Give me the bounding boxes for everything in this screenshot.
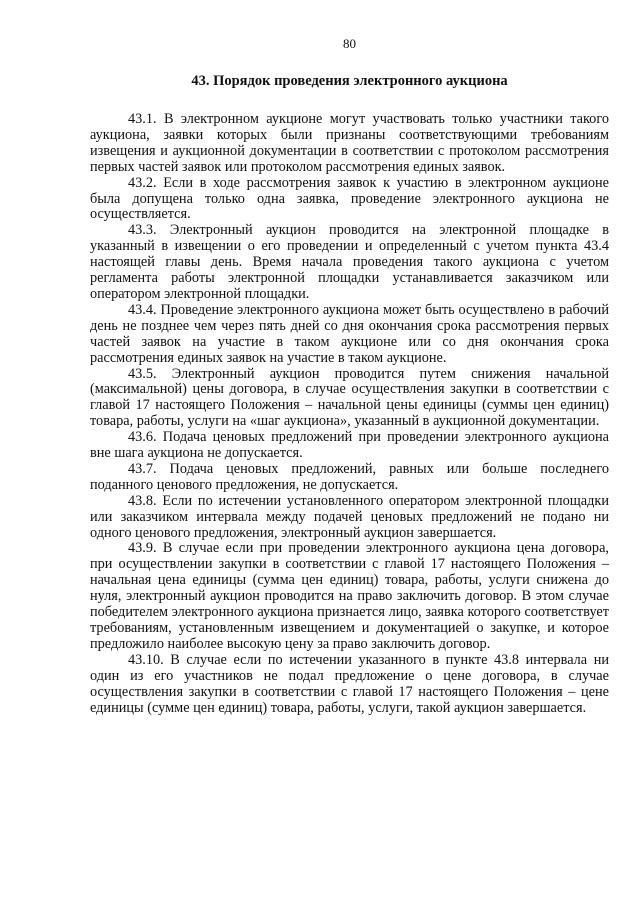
paragraph-43-9: 43.9. В случае если при проведении электронного аукциона цена договора, при осуществлении закупки в соответствии с главой 17 настоящего Положения – начальная цена единицы (сумма цен единиц) товара, работы, услуги снижена до нуля, электронный аукцион проводится на право заключить договор. В этом случае победителем электронного аукциона признается лицо, заявка которого соответствует требованиям, установленным извещением и документацией о закупке, и которое предложило наиболее высокую цену за право заключить договор. bbox=[90, 540, 609, 652]
paragraph-43-8: 43.8. Если по истечении установленного оператором электронной площадки или заказчиком интервала между подачей ценовых предложений не подано ни одного ценового предложения, электронный аукцион завершается. bbox=[90, 492, 609, 541]
paragraph-43-3: 43.3. Электронный аукцион проводится на электронной площадке в указанный в извещении о его проведении и определенный с учетом пункта 43.4 настоящей главы день. Время начала проведения такого аукциона с учетом регламента работы электронной площадки устанавливается заказчиком или оператором электронной площадки. bbox=[90, 222, 609, 302]
document-page bbox=[90, 36, 609, 716]
paragraph-43-1: 43.1. В электронном аукционе могут участвовать только участники такого аукциона, заявки которых были признаны соответствующими требованиям извещения и аукционной документации в соответствии с протоколом рассмотрения первых частей заявок или протоколом рассмотрения единых заявок. bbox=[90, 111, 609, 175]
paragraph-43-6: 43.6. Подача ценовых предложений при проведении электронного аукциона вне шага аукциона не допускается. bbox=[90, 429, 609, 462]
paragraph-43-4: 43.4. Проведение электронного аукциона может быть осуществлено в рабочий день не позднее чем через пять дней со дня окончания срока рассмотрения первых частей заявок на участие в таком аукционе или со дня окончания срока рассмотрения единых заявок на участие в таком аукционе. bbox=[90, 301, 609, 366]
paragraph-43-7: 43.7. Подача ценовых предложений, равных или больше последнего поданного ценового предложения, не допускается. bbox=[90, 460, 609, 493]
paragraph-43-5: 43.5. Электронный аукцион проводится путем снижения начальной (максимальной) цены договора, в случае осуществления закупки в соответствии с главой 17 настоящего Положения – начальной цены единицы (суммы цен единиц) товара, работы, услуги на «шаг аукциона», указанный в аукционной документации. bbox=[90, 365, 609, 430]
paragraph-43-2: 43.2. Если в ходе рассмотрения заявок к участию в электронном аукционе была допущена только одна заявка, проведение электронного аукциона не осуществляется. bbox=[90, 174, 609, 223]
paragraph-43-10: 43.10. В случае если по истечении указанного в пункте 43.8 интервала ни один из его участников не подал предложение о цене договора, в случае осуществления закупки в соответствии с главой 17 настоящего Положения – цене единицы (сумме цен единиц) товара, работы, услуги, такой аукцион завершается. bbox=[90, 651, 609, 716]
section-title: 43. Порядок проведения электронного аукциона bbox=[191, 73, 508, 89]
page-number: 80 bbox=[343, 36, 356, 51]
